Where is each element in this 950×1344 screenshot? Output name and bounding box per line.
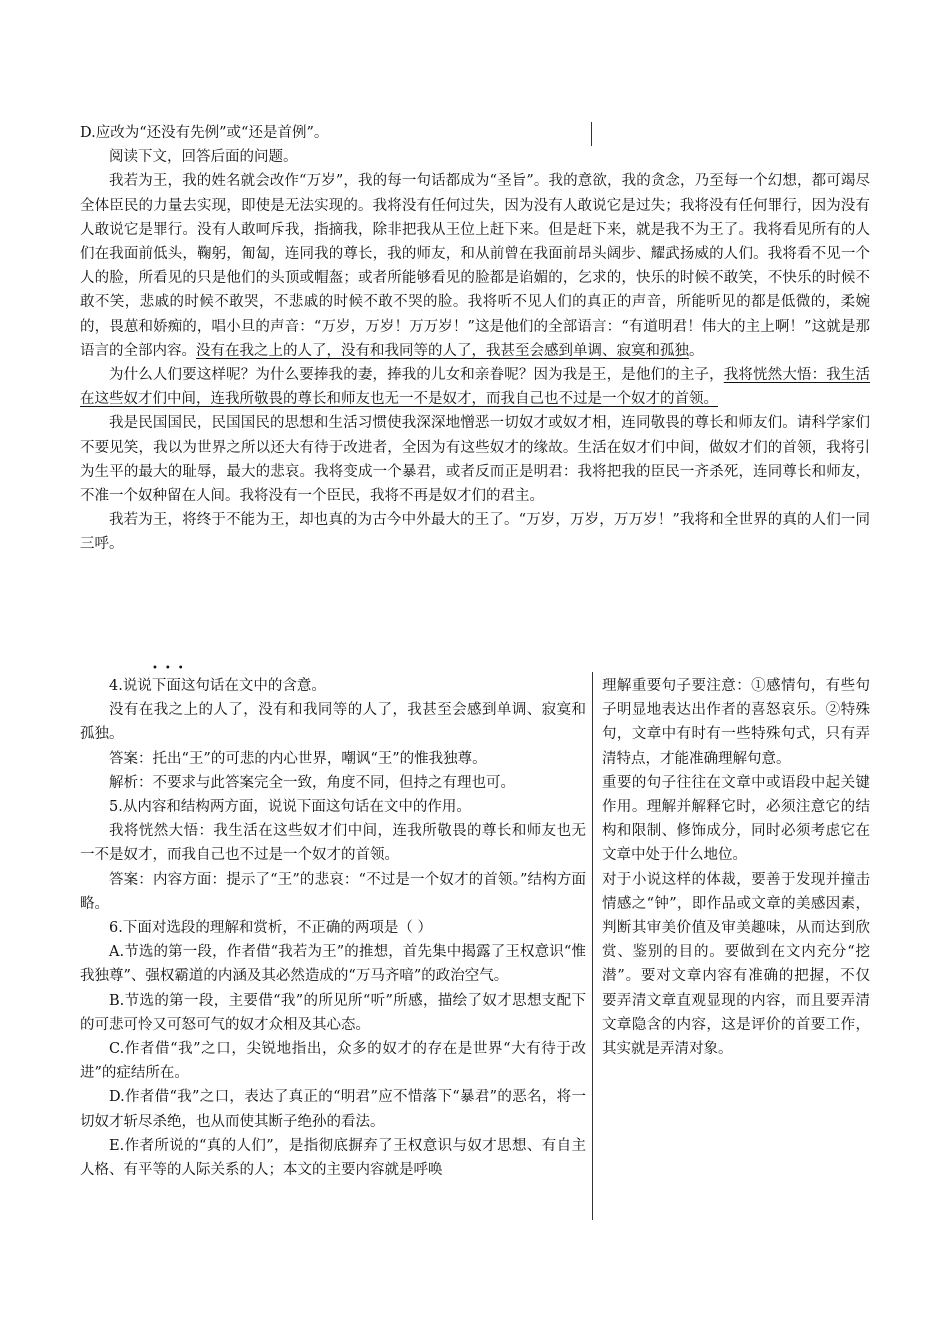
q4-analysis: 解析：不要求与此答案完全一致，角度不同，但持之有理也可。 [109, 774, 515, 791]
q5-quote: 我将恍然大悟：我生活在这些奴才们中间，连我所敬畏的尊长和师友也无一不是奴才，而我自己也不过是一个奴才的首领。 [80, 823, 586, 864]
emphasis-dots: ••• [152, 663, 191, 674]
passage-paragraph-1 [80, 169, 870, 363]
q6-option-a: A.节选的第一段，作者借“我若为王”的推想，首先集中揭露了王权意识“惟我独尊”、强权霸道的内涵及其必然造成的“万马齐喑”的政治空气。 [80, 944, 586, 985]
p2-underlined-sentence: 我将恍然大悟：我生活在这些奴才们中间，连我所敬畏的尊长和师友也无一不是奴才，而我自己也不过是一个奴才的首领。 [80, 367, 871, 408]
questions-column [80, 674, 586, 1182]
q6-option-e: E.作者所说的“真的人们”，是指彻底摒弃了王权意识与奴才思想、有自主人格、有平等的人际关系的人；本文的主要内容就是呼唤 [80, 1137, 586, 1179]
p1-end: 。 [689, 342, 704, 359]
column-divider [592, 672, 593, 1220]
q6-option-b: B.节选的第一段，主要借“我”的所见所“听”所感，描绘了奴才思想支配下的可悲可怜又可怒可气的奴才众相及其心态。 [80, 992, 586, 1033]
tips-sidebar [602, 674, 870, 1061]
tip-key-sentences: 重要的句子往往在文章中或语段中起关键作用。理解并解释它时，必须注意它的结构和限制、修饰成分，同时必须考虑它在文章中处于什么地位。 [602, 774, 870, 864]
p2-text: 为什么人们要这样呢？为什么要捧我的妻，捧我的儿女和亲眷呢？因为我是王，是他们的主子， [109, 367, 724, 384]
q4-answer: 答案：托出“王”的可悲的内心世界，嘲讽“王”的惟我独尊。 [109, 750, 487, 767]
q4-quote: 没有在我之上的人了，没有和我同等的人了，我甚至会感到单调、寂寞和孤独。 [80, 702, 586, 743]
q6-option-c: C.作者借“我”之口，尖锐地指出，众多的奴才的存在是世界“大有待于改进”的症结所在。 [80, 1041, 586, 1082]
passage-paragraph-3: 我是民国国民，民国国民的思想和生活习惯使我深深地憎恶一切奴才或奴才相，连同敬畏的尊长和师友们。请科学家们不要见笑，我以为世界之所以还大有待于改进者，全因为有这些奴才的缘故。生活在奴才们中间，做奴才们的首领，我将引为生平的最大的耻辱，最大的悲哀。我将变成一个暴君，或者反而正是明君：我将把我的臣民一齐杀死，连同尊长和师友，不准一个奴种留在人间。我将没有一个臣民，我将不再是奴才们的君主。 [80, 415, 870, 505]
q6-option-d: D.作者借“我”之口，表达了真正的“明君”应不惜落下“暴君”的恶名，将一切奴才斩尽杀绝，也从而使其断子绝孙的看法。 [80, 1089, 586, 1130]
tip-novel-appreciation: 对于小说这样的体裁，要善于发现并撞击情感之“钟”，即作品或文章的美感因素，判断其审美价值及审美趣味，从而达到欣赏、鉴别的目的。要做到在文内充分“挖潜”。要对文章内容有准确的把握，不仅要弄清文章直观显现的内容，而且要弄清文章隐含的内容，这是评价的首要工作，其实就是弄清对象。 [602, 871, 870, 1058]
q5-title: 5.从内容和结构两方面，说说下面这句话在文中的作用。 [109, 799, 471, 816]
q4-title: 4.说说下面这句话在文中的含意。 [109, 678, 326, 694]
passage-paragraph-2 [80, 363, 870, 411]
p1-underlined-sentence: 没有在我之上的人了，没有和我同等的人了，我甚至会感到单调、寂寞和孤独 [196, 342, 689, 359]
passage-block [80, 121, 870, 557]
tip-important-sentences: 理解重要句子要注意：①感情句，有些句子明显地表达出作者的喜怒哀乐。②特殊句，文章中有时有一些特殊句式，只有弄清特点，才能准确理解句意。 [602, 678, 870, 767]
passage-paragraph-4: 我若为王，将终于不能为王，却也真的为古今中外最大的王了。“万岁，万岁，万万岁！”我将和全世界的真的人们一同三呼。 [80, 512, 870, 553]
p1-text: 我若为王，我的姓名就会改作“万岁”，我的每一句话都成为“圣旨”。我的意欲，我的贪念，乃至每一个幻想，都可竭尽全体臣民的力量去实现，即使是无法实现的。我将没有任何过失，因为没有人敢说它是过失；我将没有任何罪行，因为没有人敢说它是罪行。没有人敢呵斥我，指摘我，除非把我从王位上赶下来。但是赶下来，就是我不为王了。我将看见所有的人们在我面前低头，鞠躬，匍匐，连同我的尊长，我的师友，和从前曾在我面前昂头阔步、耀武扬威的人们。我将看不见一个人的脸，所看见的只是他们的头顶或帽盔；或者所能够看见的脸都是谄媚的，乞求的，快乐的时候不敢笑，不快乐的时候不敢不笑，悲戚的时候不敢哭，不悲戚的时候不敢不哭的脸。我将听不见人们的真正的声音，所能听见的都是低微的，柔婉的，畏葸和娇痴的，唱小旦的声音：“万岁，万岁！万万岁！”这是他们的全部语言：“有道明君！伟大的主上啊！”这就是那语言的全部内容。 [80, 173, 870, 359]
reading-instruction: 阅读下文，回答后面的问题。 [109, 149, 298, 166]
q6-title: 6.下面对选段的理解和赏析，不正确的两项是（ ） [109, 920, 432, 937]
q5-answer: 答案：内容方面：提示了“王”的悲哀：“不过是一个奴才的首领。”结构方面略。 [80, 871, 586, 912]
option-d-note: D.应改为“还没有先例”或“还是首例”。 [80, 125, 329, 141]
